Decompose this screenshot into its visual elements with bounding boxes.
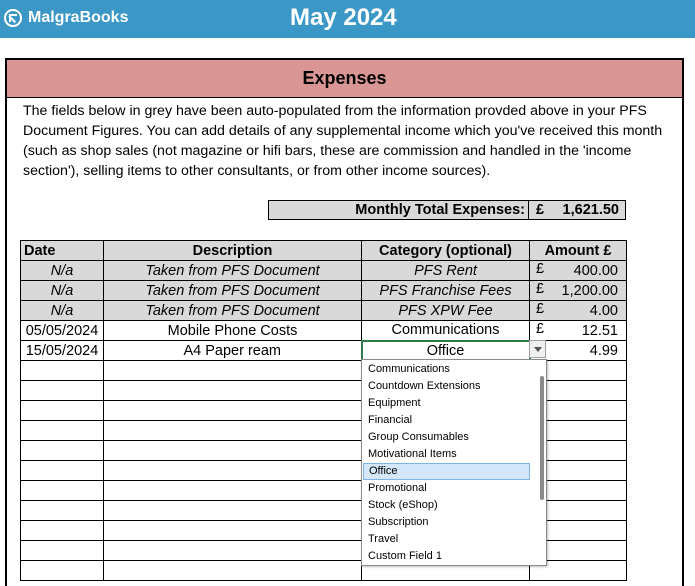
table-row [21,301,627,321]
cell-date[interactable]: 15/05/2024 [21,341,104,361]
cell-category[interactable]: PFS Franchise Fees [362,281,530,301]
brand-name: MalgraBooks [28,9,129,26]
table-row [21,321,627,341]
amount-value: 1,200.00 [561,282,618,299]
header-amount: Amount £ [530,241,627,261]
dropdown-scrollbar[interactable] [540,376,544,500]
cell-category-selected[interactable]: Office [362,341,530,361]
cell-date[interactable]: N/a [21,281,104,301]
currency-symbol: £ [536,281,545,297]
cell-category[interactable]: Communications [362,321,530,341]
amount-value: 4.00 [589,302,618,319]
dropdown-option[interactable]: Promotional [368,482,427,494]
empty-cell[interactable] [21,401,104,421]
dropdown-option[interactable]: Subscription [368,516,429,528]
cell-description[interactable]: A4 Paper ream [104,341,362,361]
empty-cell[interactable] [104,441,362,461]
month-title: May 2024 [290,4,397,31]
monthly-total [268,200,626,220]
dropdown-option[interactable]: Financial [368,414,413,426]
monthly-total-amount: 1,621.50 [562,202,619,218]
empty-cell[interactable] [104,561,362,581]
cell-amount[interactable] [530,281,627,301]
monthly-total-currency: £ [536,202,545,218]
empty-cell[interactable] [21,461,104,481]
header-category: Category (optional) [362,241,530,261]
cell-date[interactable]: 05/05/2024 [21,321,104,341]
cell-category[interactable]: PFS XPW Fee [362,301,530,321]
cell-amount[interactable] [530,321,627,341]
empty-cell[interactable] [104,461,362,481]
empty-cell[interactable] [21,501,104,521]
brand[interactable] [4,8,128,28]
monthly-total-label: Monthly Total Expenses: [269,201,529,219]
currency-symbol: £ [536,301,545,317]
empty-cell[interactable] [104,421,362,441]
section-title: Expenses [7,60,682,98]
dropdown-option-selected[interactable]: Office [363,463,530,480]
table-row [21,261,627,281]
cell-date[interactable]: N/a [21,301,104,321]
empty-cell[interactable] [21,521,104,541]
empty-cell[interactable] [104,381,362,401]
empty-cell[interactable] [104,521,362,541]
dropdown-option[interactable]: Equipment [368,397,421,409]
header-description: Description [104,241,362,261]
dropdown-option[interactable]: Group Consumables [368,431,469,443]
cell-date[interactable]: N/a [21,261,104,281]
empty-cell[interactable] [21,381,104,401]
intro-text: The fields below in grey have been auto-populated from the information provded above in your PFS Document Figures. You can add details of any supplemental income which you've received this month (such as shop sales (not magazine or hifi bars, these are commission and handled in the 'income section'), selling items to other consultants, or from other income sources). [23,103,663,179]
amount-value: 4.99 [589,342,618,359]
empty-cell[interactable] [21,361,104,381]
empty-cell[interactable] [104,361,362,381]
category-dropdown-list [361,359,547,566]
top-bar [0,0,695,38]
empty-cell[interactable] [21,441,104,461]
empty-cell[interactable] [21,561,104,581]
brand-logo-icon [4,9,22,27]
header-date: Date [21,241,104,261]
cell-description[interactable]: Taken from PFS Document [104,261,362,281]
amount-value: 12.51 [581,322,618,339]
cell-description[interactable]: Taken from PFS Document [104,281,362,301]
dropdown-toggle-icon[interactable] [529,340,546,358]
dropdown-option[interactable]: Countdown Extensions [368,380,481,392]
cell-amount[interactable] [530,261,627,281]
cell-amount[interactable] [530,301,627,321]
currency-symbol: £ [536,321,545,337]
empty-cell[interactable] [21,541,104,561]
cell-description[interactable]: Mobile Phone Costs [104,321,362,341]
currency-symbol: £ [536,261,545,277]
empty-cell[interactable] [21,481,104,501]
amount-value: 400.00 [573,262,618,279]
empty-cell[interactable] [21,421,104,441]
dropdown-option[interactable]: Travel [368,533,399,545]
empty-cell[interactable] [104,481,362,501]
dropdown-option[interactable]: Motivational Items [368,448,457,460]
empty-cell[interactable] [104,401,362,421]
dropdown-option[interactable]: Communications [368,363,450,375]
table-header-row [21,241,627,261]
cell-description[interactable]: Taken from PFS Document [104,301,362,321]
dropdown-option[interactable]: Stock (eShop) [368,499,438,511]
empty-cell[interactable] [104,501,362,521]
dropdown-option[interactable]: Custom Field 1 [368,550,442,562]
cell-category[interactable]: PFS Rent [362,261,530,281]
empty-cell[interactable] [104,541,362,561]
table-row [21,281,627,301]
